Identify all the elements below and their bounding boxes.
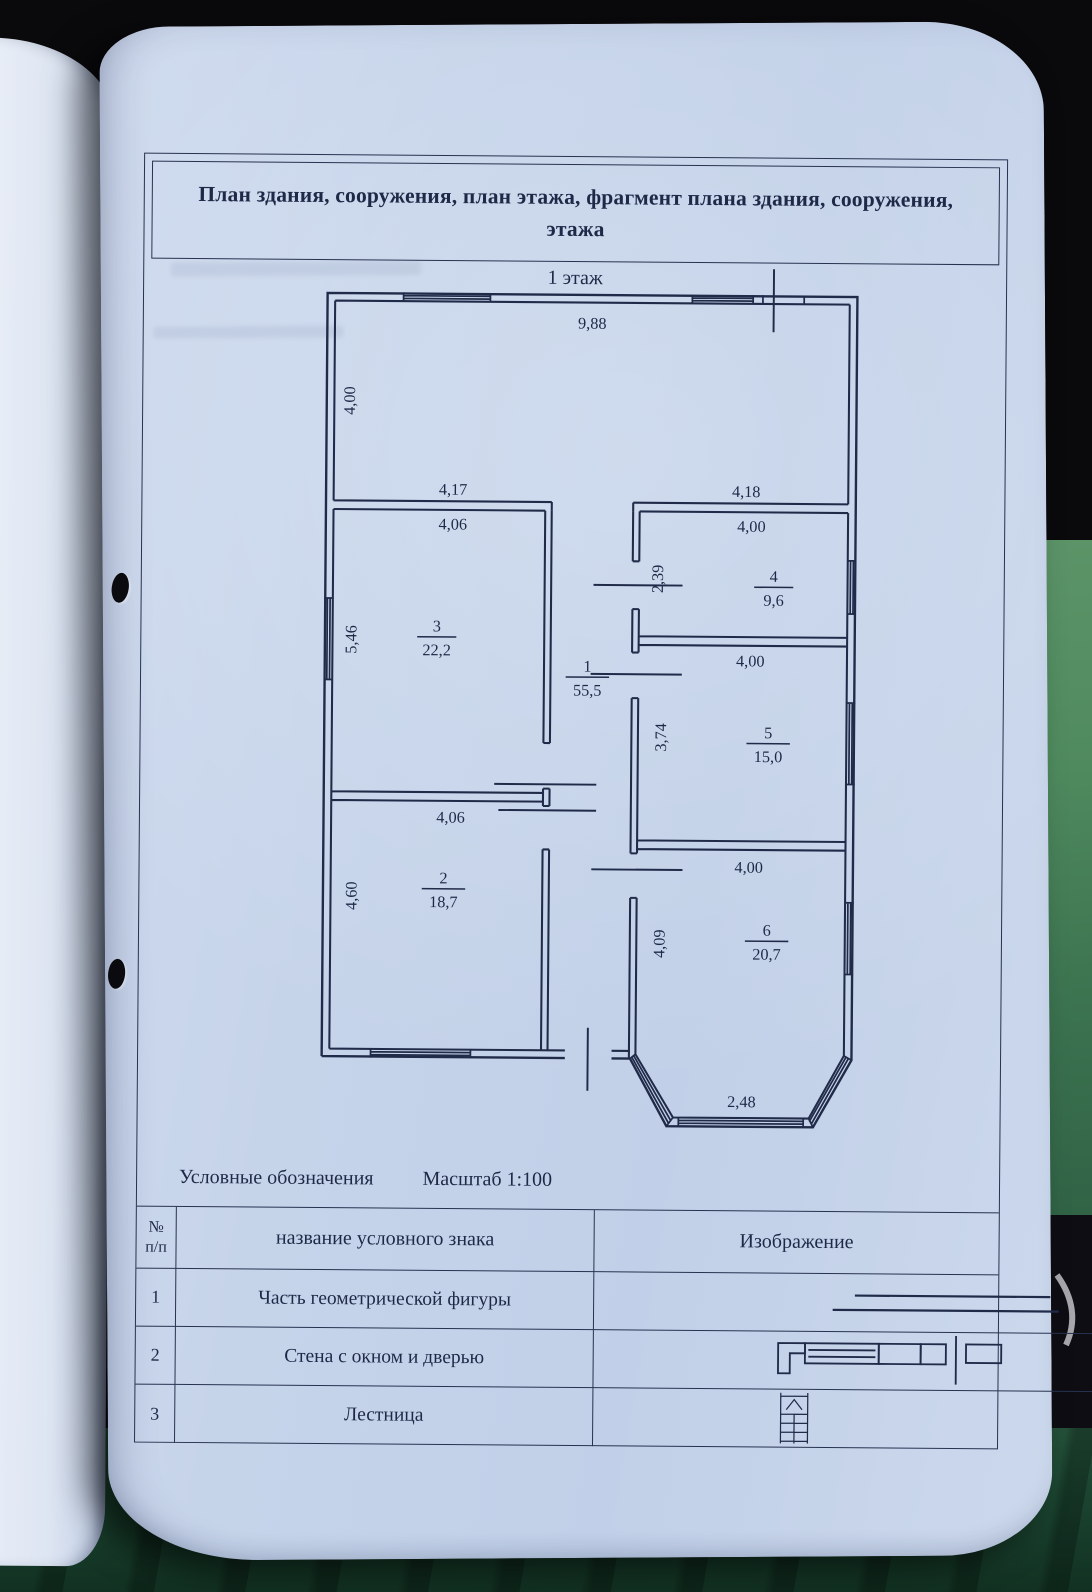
dim-room2-width: 4,06 xyxy=(436,807,465,827)
room3-number: 3 xyxy=(432,616,441,636)
dim-bay-window-width: 2,48 xyxy=(727,1092,756,1112)
legend-heading-row xyxy=(179,1166,552,1192)
dim-hall-width: 9,88 xyxy=(578,313,607,333)
legend-table xyxy=(135,1206,999,1450)
room2-area: 18,7 xyxy=(429,892,458,912)
legend-row2-num: 2 xyxy=(135,1327,175,1385)
right-wing-walls xyxy=(628,511,848,1118)
room-labels xyxy=(420,564,784,964)
room4-number: 4 xyxy=(769,566,778,586)
dim-hall-height: 4,00 xyxy=(339,386,360,415)
dim-room3-width: 4,06 xyxy=(438,514,468,534)
dim-room4-width: 4,00 xyxy=(737,516,766,536)
legend-row1-num: 1 xyxy=(136,1269,176,1327)
door-symbols xyxy=(492,267,774,1092)
left-wing-walls xyxy=(329,509,634,1051)
dim-room2-height: 4,60 xyxy=(341,881,361,910)
floor-plan xyxy=(313,259,865,1145)
outer-walls xyxy=(321,293,857,1128)
floor-label: 1 этаж xyxy=(547,266,603,290)
room6-area: 20,7 xyxy=(752,944,781,964)
dim-right-wing-width: 4,18 xyxy=(731,481,761,502)
room6-number: 6 xyxy=(762,920,771,940)
legend-row2-name: Стена с окном и дверью xyxy=(175,1327,593,1388)
punch-hole-top xyxy=(110,572,131,604)
legend-row3-name: Лестница xyxy=(175,1385,593,1446)
hall-number: 1 xyxy=(583,656,592,676)
room-label-underlines xyxy=(415,585,793,942)
dim-room5-height: 3,74 xyxy=(651,723,671,752)
legend-row1-symbol xyxy=(594,1272,1092,1334)
hall-area: 55,5 xyxy=(572,680,602,700)
room5-number: 5 xyxy=(764,723,773,743)
part-of-figure-symbol xyxy=(818,1285,1073,1321)
content-frame xyxy=(134,153,1008,1450)
legend-header-num: № п/п xyxy=(136,1207,176,1269)
legend-row3-symbol xyxy=(593,1388,997,1449)
room5-area: 15,0 xyxy=(753,747,783,767)
legend-header-name: название условного знака xyxy=(176,1207,594,1272)
page-title-line-2: этажа xyxy=(546,216,605,242)
dim-room6-height: 4,09 xyxy=(649,929,669,958)
title-box xyxy=(151,161,1000,266)
legend-heading: Условные обозначения xyxy=(179,1165,374,1190)
book-left-page-edge xyxy=(0,38,115,1567)
dim-room6-width: 4,00 xyxy=(734,857,764,877)
dim-room3-height: 5,46 xyxy=(341,625,361,654)
document-page xyxy=(99,21,1052,1561)
legend-row2-symbol xyxy=(593,1330,1092,1392)
room2-number: 2 xyxy=(439,868,448,888)
legend-header-image: Изображение xyxy=(594,1210,998,1275)
dim-room4-height: 2,39 xyxy=(647,564,668,594)
punch-hole-bottom xyxy=(107,958,127,990)
room3-area: 22,2 xyxy=(422,640,451,660)
wall-window-door-symbol xyxy=(769,1334,1029,1388)
scale-label: Масштаб 1:100 xyxy=(422,1167,553,1191)
room4-area: 9,6 xyxy=(763,590,784,610)
dim-left-wing-width: 4,17 xyxy=(438,479,468,499)
legend-row1-name: Часть геометрической фигуры xyxy=(176,1269,594,1330)
window-symbols xyxy=(320,292,858,1128)
stairs-symbol xyxy=(766,1392,824,1446)
dim-room5-width: 4,00 xyxy=(736,651,765,671)
page-title-line-1: План здания, сооружения, план этажа, фрагмент плана здания, сооружения, xyxy=(198,181,954,212)
legend-row3-num: 3 xyxy=(135,1385,175,1443)
